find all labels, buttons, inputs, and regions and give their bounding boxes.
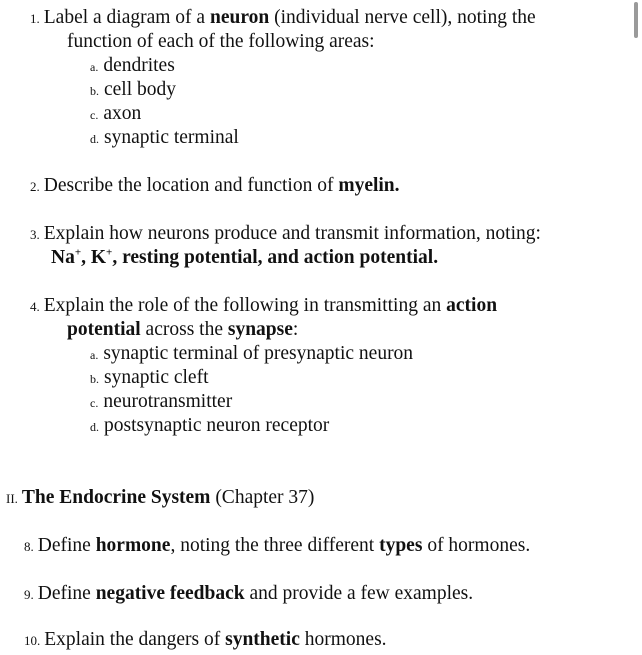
item-letter: d. — [90, 420, 99, 434]
question-number: 10. — [24, 633, 41, 648]
item-letter: d. — [90, 132, 99, 146]
bold-term: synthetic — [225, 629, 300, 650]
question-2: 2. Describe the location and function of myelin. — [30, 175, 400, 196]
question-number: 8. — [24, 539, 34, 554]
bold-term: potential — [67, 319, 141, 340]
section-title: The Endocrine System — [21, 487, 211, 508]
question-3-line-2: Na+, K+, resting potential, and action potential. — [51, 246, 439, 268]
question-1-line-1: 1. Label a diagram of a neuron (individual nerve cell), noting the — [30, 7, 536, 28]
question-3-line-1: 3. Explain how neurons produce and transmit information, noting: — [30, 223, 541, 244]
list-item: d. synaptic terminal — [90, 127, 239, 148]
section-number: II. — [6, 491, 18, 506]
list-item: b. synaptic cleft — [90, 367, 209, 388]
question-4-line-2: potential across the synapse: — [67, 319, 299, 340]
question-9: 9. Define negative feedback and provide a few examples. — [24, 583, 474, 604]
question-number: 4. — [30, 299, 40, 314]
question-8: 8. Define hormone, noting the three different types of hormones. — [24, 535, 531, 556]
item-letter: a. — [90, 60, 99, 74]
chapter-ref: (Chapter 37) — [210, 487, 315, 508]
question-1-line-2: function of each of the following areas: — [67, 31, 375, 52]
section-heading — [6, 486, 314, 511]
bold-term: hormone — [95, 535, 171, 556]
item-letter: c. — [90, 108, 99, 122]
list-item: c. axon — [90, 103, 142, 124]
item-letter: c. — [90, 396, 99, 410]
item-letter: b. — [90, 84, 99, 98]
list-item: a. dendrites — [90, 55, 175, 76]
question-10: 10. Explain the dangers of synthetic hormones. — [24, 629, 387, 650]
item-letter: b. — [90, 372, 99, 386]
question-number: 3. — [30, 227, 40, 242]
item-letter: a. — [90, 348, 99, 362]
bold-term: action — [446, 295, 498, 316]
bold-term: synapse — [227, 319, 293, 340]
list-item: a. synaptic terminal of presynaptic neuron — [90, 343, 414, 364]
question-number: 1. — [30, 11, 40, 26]
question-4-line-1: 4. Explain the role of the following in transmitting an action — [30, 295, 498, 316]
list-item: d. postsynaptic neuron receptor — [90, 415, 330, 436]
bold-term: myelin. — [338, 175, 400, 196]
bold-term: neuron — [209, 7, 270, 28]
bold-term: types — [379, 535, 423, 556]
list-item: c. neurotransmitter — [90, 391, 233, 412]
scrollbar[interactable] — [634, 2, 638, 38]
bold-term: negative feedback — [95, 583, 245, 604]
list-item: b. cell body — [90, 79, 177, 100]
question-number: 9. — [24, 587, 34, 602]
question-number: 2. — [30, 179, 40, 194]
